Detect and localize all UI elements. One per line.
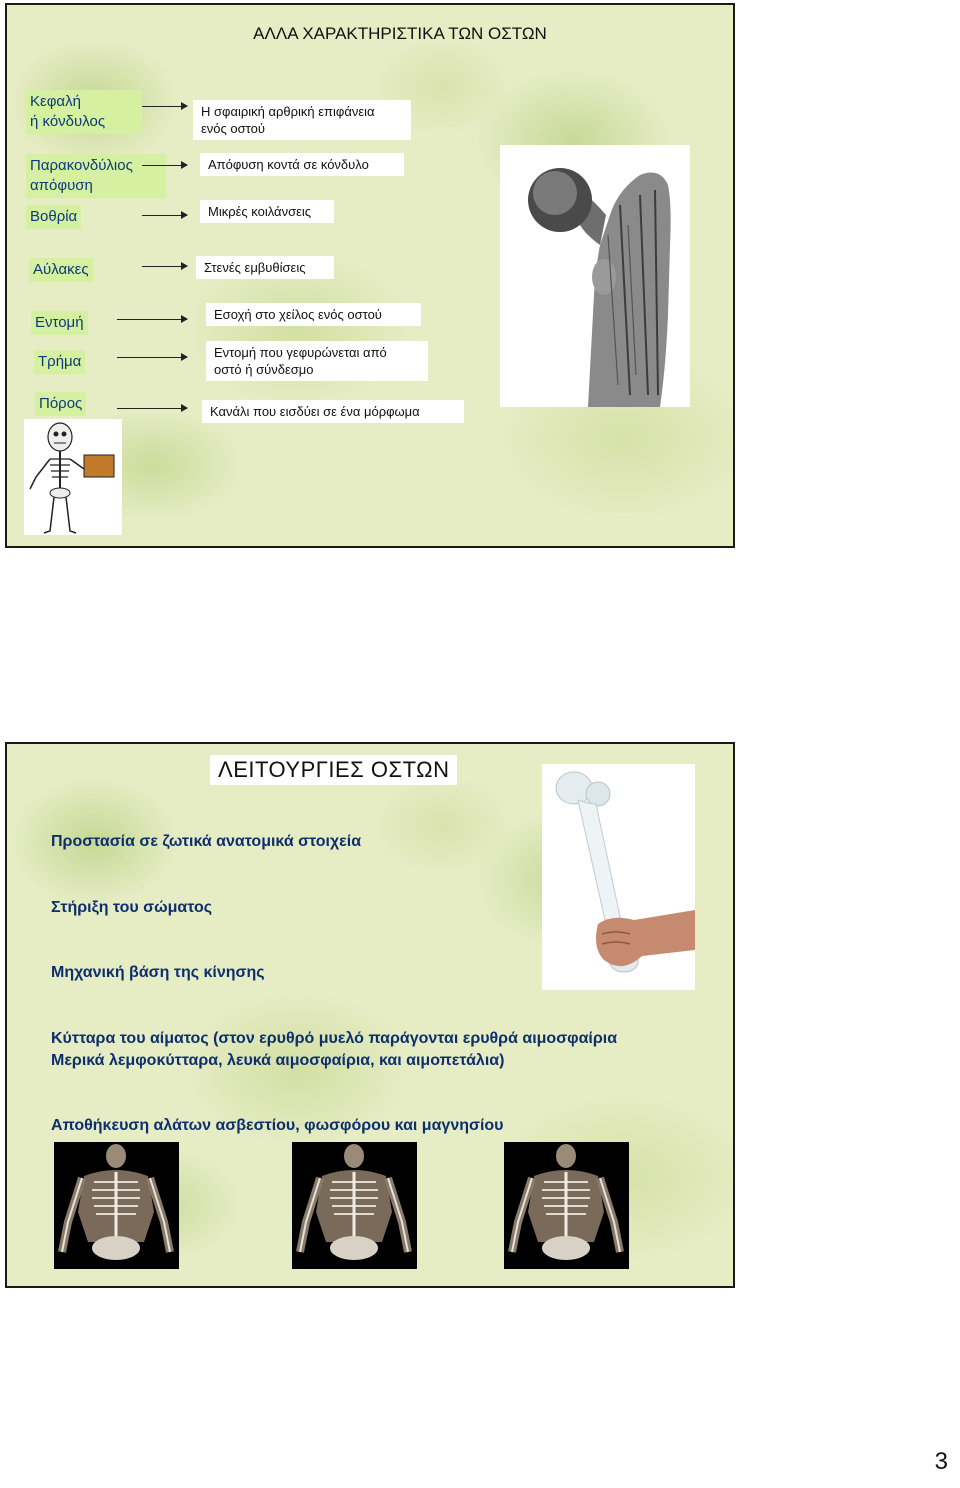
function-support: Στήριξη του σώματος — [51, 899, 213, 916]
definition-foramen: Εντομή που γεφυρώνεται από οστό ή σύνδεσμο — [206, 341, 428, 381]
slide1-title: ΑΛΛΑ ΧΑΡΑΚΤΗΡΙΣΤΙΚΑ ΤΩΝ ΟΣΤΩΝ — [253, 24, 547, 43]
arrow-icon — [117, 408, 187, 409]
arrow-icon — [142, 165, 187, 166]
function-blood-cells-line1: Κύτταρα του αίματος (στον ερυθρό μυελό παράγονται ερυθρά αιμοσφαίρια — [51, 1030, 618, 1047]
arrow-icon — [142, 266, 187, 267]
xray-skeleton-image — [54, 1142, 179, 1269]
skeleton-drawing — [24, 419, 122, 535]
xray-skeleton-image — [504, 1142, 629, 1269]
term-fossa: Βοθρία — [26, 205, 81, 229]
definition-paracondylar-process: Απόφυση κοντά σε κόνδυλο — [200, 153, 404, 176]
xray-skeleton-image — [292, 1142, 417, 1269]
term-canal: Πόρος — [35, 392, 86, 416]
term-head-condyle — [26, 90, 142, 134]
arrow-icon — [142, 106, 187, 107]
page-number: 3 — [934, 1448, 948, 1475]
bone-in-hand-photo — [542, 764, 695, 990]
term-notch: Εντομή — [31, 311, 88, 335]
definition-notch: Εσοχή στο χείλος ενός οστού — [206, 303, 421, 326]
term-label: Κεφαλή ή κόνδυλος — [30, 93, 106, 130]
term-foramen: Τρήμα — [34, 350, 85, 374]
arrow-icon — [142, 215, 187, 216]
definition-head-condyle: Η σφαιρική αρθρική επιφάνεια ενός οστού — [193, 100, 411, 140]
function-mineral-storage: Αποθήκευση αλάτων ασβεστίου, φωσφόρου και μαγνησίου — [51, 1117, 504, 1134]
xray-skeleton-drawing — [292, 1142, 417, 1269]
definition-fossa: Μικρές κοιλάνσεις — [200, 200, 334, 223]
function-movement: Μηχανική βάση της κίνησης — [51, 964, 265, 981]
skeleton-cartoon — [24, 419, 122, 535]
bone-drawing — [542, 764, 695, 990]
arrow-icon — [117, 357, 187, 358]
femur-drawing — [500, 145, 690, 407]
xray-skeleton-drawing — [504, 1142, 629, 1269]
term-paracondylar-process: Παρακονδύλιος απόφυση — [26, 154, 166, 198]
function-protection: Προστασία σε ζωτικά ανατομικά στοιχεία — [51, 833, 362, 850]
slide-bone-functions — [5, 742, 735, 1288]
arrow-icon — [117, 319, 187, 320]
term-grooves: Αύλακες — [29, 258, 93, 282]
function-blood-cells-line2: Μερικά λεμφοκύτταρα, λευκά αιμοσφαίρια, και αιμοπετάλια) — [51, 1052, 505, 1069]
definition-grooves: Στενές εμβυθίσεις — [196, 256, 334, 279]
xray-skeleton-drawing — [54, 1142, 179, 1269]
slide2-title: ΛΕΙΤΟΥΡΓΙΕΣ ΟΣΤΩΝ — [210, 755, 457, 785]
slide-bone-features — [5, 3, 735, 548]
definition-canal: Κανάλι που εισδύει σε ένα μόρφωμα — [202, 400, 464, 423]
femur-illustration — [500, 145, 690, 407]
